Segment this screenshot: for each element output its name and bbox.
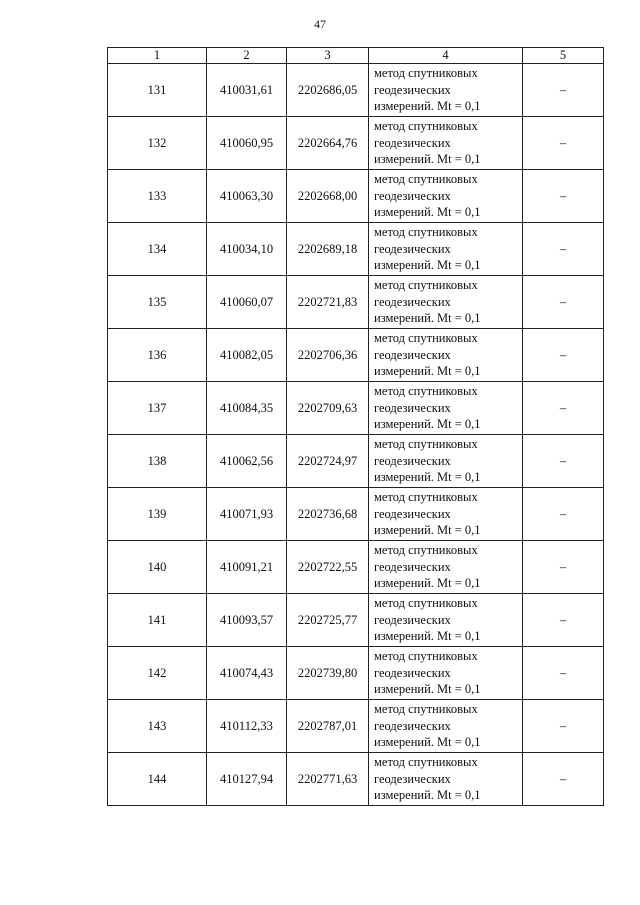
header-col-4: 4 xyxy=(369,48,523,64)
table-row xyxy=(108,170,604,223)
coord-y: 2202706,36 xyxy=(287,329,369,382)
method-line: геодезических xyxy=(374,506,451,521)
method-line: измерений. Mt = 0,1 xyxy=(374,629,481,644)
note-dash: – xyxy=(523,382,604,435)
point-number: 138 xyxy=(108,435,207,488)
method-line: измерений. Mt = 0,1 xyxy=(374,735,481,750)
point-number: 132 xyxy=(108,117,207,170)
method-line: геодезических xyxy=(374,294,451,309)
method-line: геодезических xyxy=(374,135,451,150)
coord-x: 410034,10 xyxy=(207,223,287,276)
method-line: метод спутниковых xyxy=(374,490,478,505)
method-line: измерений. Mt = 0,1 xyxy=(374,99,481,114)
header-col-2: 2 xyxy=(207,48,287,64)
note-dash: – xyxy=(523,170,604,223)
method-line: геодезических xyxy=(374,400,451,415)
coord-y: 2202787,01 xyxy=(287,700,369,753)
method-description xyxy=(369,541,523,594)
method-description xyxy=(369,329,523,382)
point-number: 142 xyxy=(108,647,207,700)
method-description xyxy=(369,382,523,435)
method-line: метод спутниковых xyxy=(374,66,478,81)
table-row xyxy=(108,541,604,594)
method-line: метод спутниковых xyxy=(374,543,478,558)
method-line: измерений. Mt = 0,1 xyxy=(374,364,481,379)
method-line: геодезических xyxy=(374,718,451,733)
coord-x: 410112,33 xyxy=(207,700,287,753)
table-row xyxy=(108,329,604,382)
table-row xyxy=(108,223,604,276)
point-number: 133 xyxy=(108,170,207,223)
method-description xyxy=(369,488,523,541)
point-number: 131 xyxy=(108,64,207,117)
method-line: геодезических xyxy=(374,559,451,574)
method-description xyxy=(369,435,523,488)
point-number: 144 xyxy=(108,753,207,806)
method-line: геодезических xyxy=(374,665,451,680)
coord-y: 2202725,77 xyxy=(287,594,369,647)
method-description xyxy=(369,647,523,700)
method-description xyxy=(369,753,523,806)
coord-x: 410063,30 xyxy=(207,170,287,223)
method-line: геодезических xyxy=(374,188,451,203)
point-number: 140 xyxy=(108,541,207,594)
coord-y: 2202668,00 xyxy=(287,170,369,223)
method-description xyxy=(369,594,523,647)
point-number: 139 xyxy=(108,488,207,541)
table-row xyxy=(108,488,604,541)
coordinates-table xyxy=(107,47,604,806)
table-row xyxy=(108,753,604,806)
method-line: геодезических xyxy=(374,612,451,627)
table-row xyxy=(108,700,604,753)
coord-x: 410091,21 xyxy=(207,541,287,594)
table-row xyxy=(108,276,604,329)
table-row xyxy=(108,647,604,700)
method-description xyxy=(369,276,523,329)
method-line: метод спутниковых xyxy=(374,331,478,346)
method-line: геодезических xyxy=(374,347,451,362)
table-row xyxy=(108,117,604,170)
method-line: метод спутниковых xyxy=(374,596,478,611)
method-description xyxy=(369,64,523,117)
page-number: 47 xyxy=(314,17,326,31)
method-line: метод спутниковых xyxy=(374,702,478,717)
table-row xyxy=(108,594,604,647)
coord-x: 410062,56 xyxy=(207,435,287,488)
method-line: геодезических xyxy=(374,453,451,468)
table-header xyxy=(108,48,604,64)
coord-y: 2202721,83 xyxy=(287,276,369,329)
note-dash: – xyxy=(523,488,604,541)
note-dash: – xyxy=(523,117,604,170)
method-line: метод спутниковых xyxy=(374,119,478,134)
method-line: измерений. Mt = 0,1 xyxy=(374,258,481,273)
note-dash: – xyxy=(523,753,604,806)
coord-y: 2202709,63 xyxy=(287,382,369,435)
coord-x: 410082,05 xyxy=(207,329,287,382)
method-description xyxy=(369,170,523,223)
table-row xyxy=(108,382,604,435)
table-row xyxy=(108,64,604,117)
method-line: геодезических xyxy=(374,82,451,97)
coord-y: 2202689,18 xyxy=(287,223,369,276)
header-col-1: 1 xyxy=(108,48,207,64)
method-line: измерений. Mt = 0,1 xyxy=(374,311,481,326)
method-line: измерений. Mt = 0,1 xyxy=(374,576,481,591)
method-description xyxy=(369,700,523,753)
table-body xyxy=(108,64,604,806)
point-number: 143 xyxy=(108,700,207,753)
coord-y: 2202686,05 xyxy=(287,64,369,117)
header-row xyxy=(108,48,604,64)
table-row xyxy=(108,435,604,488)
point-number: 134 xyxy=(108,223,207,276)
method-line: измерений. Mt = 0,1 xyxy=(374,205,481,220)
note-dash: – xyxy=(523,435,604,488)
coord-x: 410060,07 xyxy=(207,276,287,329)
coord-x: 410127,94 xyxy=(207,753,287,806)
method-line: метод спутниковых xyxy=(374,437,478,452)
method-line: измерений. Mt = 0,1 xyxy=(374,523,481,538)
note-dash: – xyxy=(523,223,604,276)
coord-y: 2202664,76 xyxy=(287,117,369,170)
coord-y: 2202722,55 xyxy=(287,541,369,594)
method-line: измерений. Mt = 0,1 xyxy=(374,417,481,432)
coord-y: 2202739,80 xyxy=(287,647,369,700)
method-line: метод спутниковых xyxy=(374,225,478,240)
method-line: метод спутниковых xyxy=(374,649,478,664)
method-line: измерений. Mt = 0,1 xyxy=(374,152,481,167)
coord-y: 2202736,68 xyxy=(287,488,369,541)
note-dash: – xyxy=(523,64,604,117)
note-dash: – xyxy=(523,700,604,753)
coord-x: 410071,93 xyxy=(207,488,287,541)
method-line: метод спутниковых xyxy=(374,172,478,187)
method-line: метод спутниковых xyxy=(374,278,478,293)
note-dash: – xyxy=(523,276,604,329)
point-number: 137 xyxy=(108,382,207,435)
note-dash: – xyxy=(523,647,604,700)
method-line: метод спутниковых xyxy=(374,384,478,399)
method-description xyxy=(369,223,523,276)
coord-x: 410031,61 xyxy=(207,64,287,117)
note-dash: – xyxy=(523,329,604,382)
point-number: 136 xyxy=(108,329,207,382)
method-line: метод спутниковых xyxy=(374,755,478,770)
note-dash: – xyxy=(523,541,604,594)
point-number: 141 xyxy=(108,594,207,647)
method-line: геодезических xyxy=(374,771,451,786)
header-col-3: 3 xyxy=(287,48,369,64)
method-line: измерений. Mt = 0,1 xyxy=(374,682,481,697)
coord-x: 410093,57 xyxy=(207,594,287,647)
method-line: измерений. Mt = 0,1 xyxy=(374,788,481,803)
header-col-5: 5 xyxy=(523,48,604,64)
point-number: 135 xyxy=(108,276,207,329)
method-line: измерений. Mt = 0,1 xyxy=(374,470,481,485)
coord-x: 410060,95 xyxy=(207,117,287,170)
method-line: геодезических xyxy=(374,241,451,256)
coord-y: 2202724,97 xyxy=(287,435,369,488)
coord-x: 410074,43 xyxy=(207,647,287,700)
coord-y: 2202771,63 xyxy=(287,753,369,806)
note-dash: – xyxy=(523,594,604,647)
method-description xyxy=(369,117,523,170)
coord-x: 410084,35 xyxy=(207,382,287,435)
